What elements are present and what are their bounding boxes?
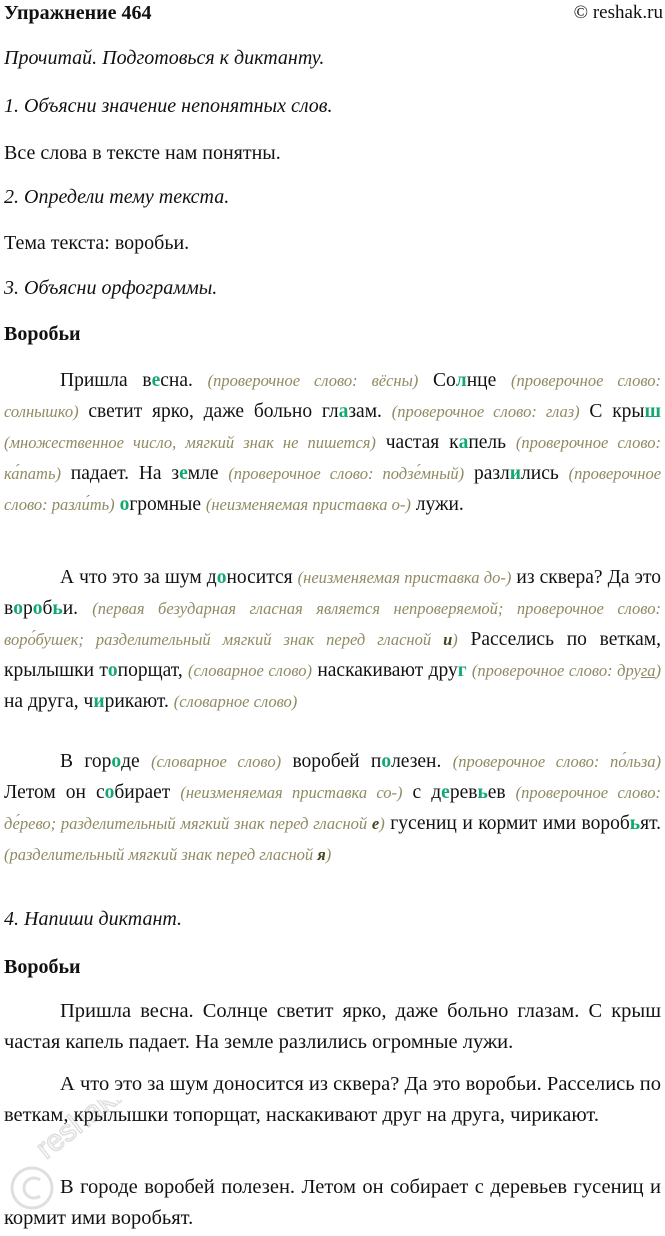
text-fragment: носится	[226, 567, 298, 588]
orthogram-note	[151, 752, 281, 771]
note-text: (проверочное слово: дру	[471, 661, 641, 680]
text-fragment: лезен.	[391, 751, 453, 772]
text-fragment: А что это за шум д	[60, 567, 217, 588]
note-text: (проверочное слово: разли́ть)	[4, 464, 662, 514]
text-fragment: гусениц и кормит ими вороб	[384, 813, 630, 834]
note-text: (проверочное слово: ка́пать)	[4, 433, 662, 483]
note-emphasis: е	[371, 814, 380, 833]
note-close: )	[325, 845, 332, 864]
note-text: (словарное слово)	[151, 752, 282, 771]
text-fragment: разл	[464, 463, 510, 484]
note-text: (проверочное слово: глаз)	[391, 402, 580, 421]
note-text: (первая безударная гласная является непроверяемой; проверочное слово: воро́бушек; разделительный мягкий знак перед гласной	[4, 599, 661, 649]
spelling-highlight: о	[104, 782, 115, 803]
orthogram-note	[180, 783, 402, 802]
note-text: (словарное слово)	[188, 661, 313, 680]
spelling-highlight: е	[179, 463, 188, 484]
spelling-highlight: л	[455, 370, 467, 391]
annotated-paragraph-2	[4, 562, 661, 717]
text-fragment: б	[42, 598, 53, 619]
text-fragment: лись	[521, 463, 569, 484]
spelling-highlight: о	[381, 751, 392, 772]
task-2: 2. Определи тему текста.	[4, 186, 230, 208]
text-fragment: с д	[402, 782, 442, 803]
text-fragment: Расселись по веткам, крылышки т	[4, 629, 661, 681]
text-fragment: громные	[129, 494, 206, 515]
text-fragment: Летом он с	[4, 782, 105, 803]
note-close: )	[379, 814, 385, 833]
text-fragment: Со	[418, 370, 456, 391]
dictation-paragraph-1: Пришла весна. Солнце светит ярко, даже больно глазам. С крыш частая капель падает. На земле разлились огромные лужи.	[4, 1000, 661, 1053]
text-fragment: ят.	[640, 813, 661, 834]
task-4: 4. Напиши диктант.	[4, 908, 183, 930]
note-close: )	[655, 661, 662, 680]
text-fragment: де	[121, 751, 152, 772]
orthogram-note	[188, 661, 312, 680]
note-text: (проверочное слово: подзе́мный)	[228, 464, 465, 483]
text-fragment: из сквера? Да это в	[4, 567, 661, 619]
orthogram-note	[206, 495, 411, 514]
spelling-highlight: а	[338, 401, 349, 422]
text-fragment: наскакивают дру	[312, 660, 458, 681]
spelling-highlight: о	[13, 598, 23, 619]
text-fragment: В гор	[60, 751, 112, 772]
spelling-highlight: о	[119, 494, 130, 515]
text-fragment: рев	[449, 782, 478, 803]
text-fragment: ев	[487, 782, 516, 803]
orthogram-note	[298, 568, 512, 587]
note-text: (разделительный мягкий знак перед гласной	[4, 845, 318, 864]
text-fragment: Пришла в	[60, 370, 152, 391]
text-fragment: нце	[466, 370, 511, 391]
orthogram-note	[453, 752, 661, 771]
exercise-title: Упражнение 464	[4, 1, 152, 24]
read-instruction: Прочитай. Подготовься к диктанту.	[4, 47, 325, 69]
annotated-heading: Воробьи	[4, 323, 81, 345]
text-fragment: бирает	[114, 782, 181, 803]
note-text: (проверочное слово: вёсны)	[207, 371, 419, 390]
task-3: 3. Объясни орфограммы.	[4, 277, 218, 299]
note-text: (проверочное слово: солнышко)	[4, 371, 662, 421]
spelling-highlight: а	[458, 432, 469, 453]
spelling-highlight: е	[151, 370, 161, 391]
answer-2: Тема текста: воробьи.	[4, 232, 190, 254]
text-fragment: р	[22, 598, 33, 619]
spelling-highlight: о	[111, 751, 122, 772]
note-text: (неизменяемая приставка о-)	[205, 495, 411, 514]
orthogram-note	[392, 402, 580, 421]
text-fragment: С кры	[579, 401, 645, 422]
spelling-highlight: и	[509, 463, 522, 484]
site-credit[interactable]: © reshak.ru	[573, 2, 663, 23]
orthogram-note	[472, 661, 661, 680]
note-text: (словарное слово)	[173, 692, 298, 711]
text-fragment: пель	[468, 432, 516, 453]
text-fragment: частая к	[375, 432, 459, 453]
orthogram-note	[174, 692, 298, 711]
annotated-paragraph-3	[4, 746, 661, 870]
note-underlined: га	[640, 661, 656, 680]
dictation-heading: Воробьи	[4, 956, 81, 978]
header	[4, 0, 663, 26]
note-text: (проверочное слово: по́льза)	[452, 752, 662, 771]
text-fragment: воробей п	[281, 751, 382, 772]
task-1: 1. Объясни значение непонятных слов.	[4, 95, 333, 117]
text-fragment: на друга, ч	[4, 691, 94, 712]
note-text: (неизменяемая приставка со-)	[180, 783, 403, 802]
text-fragment: зам.	[348, 401, 392, 422]
text-fragment: светит ярко, даже больно гл	[78, 401, 339, 422]
spelling-highlight: ь	[477, 782, 488, 803]
annotated-paragraph-1	[4, 365, 661, 520]
orthogram-note	[4, 845, 331, 864]
text-fragment: мле	[187, 463, 229, 484]
text-fragment: лужи.	[410, 494, 464, 515]
text-fragment: сна.	[160, 370, 208, 391]
spelling-highlight: и	[93, 691, 105, 712]
spelling-highlight: о	[107, 660, 118, 681]
answer-1: Все слова в тексте нам понятны.	[4, 142, 281, 164]
text-fragment: порщат,	[117, 660, 189, 681]
spelling-highlight: о	[32, 598, 43, 619]
spelling-highlight: ь	[52, 598, 63, 619]
orthogram-note	[4, 433, 376, 452]
note-emphasis: и	[443, 630, 453, 649]
orthogram-note	[228, 464, 464, 483]
note-close: )	[452, 630, 458, 649]
spelling-highlight: е	[441, 782, 450, 803]
note-text: (множественное число, мягкий знак не пишется)	[4, 433, 376, 452]
watermark-text: reshak.ru	[29, 1100, 149, 1166]
dictation-paragraph-3: В городе воробей полезен. Летом он собирает с деревьев гусениц и кормит ими воробьят.	[4, 1176, 661, 1229]
text-fragment: падает. На з	[60, 463, 180, 484]
spelling-highlight: ш	[644, 401, 662, 422]
dictation-paragraph-2: А что это за шум доносится из сквера? Да это воробьи. Расселись по веткам, крылышки топорщат, наскакивают друг на друга, чирикают.	[4, 1073, 661, 1126]
text-fragment: рикают.	[104, 691, 174, 712]
text-fragment: и.	[62, 598, 93, 619]
note-text: (проверочное слово: де́рево; разделительный мягкий знак перед гласной	[4, 783, 662, 833]
orthogram-note	[208, 371, 419, 390]
note-emphasis: я	[317, 845, 326, 864]
spelling-highlight: ь	[629, 813, 641, 834]
spelling-highlight: г	[457, 660, 467, 681]
spelling-highlight: о	[216, 567, 227, 588]
note-text: (неизменяемая приставка до-)	[297, 568, 512, 587]
